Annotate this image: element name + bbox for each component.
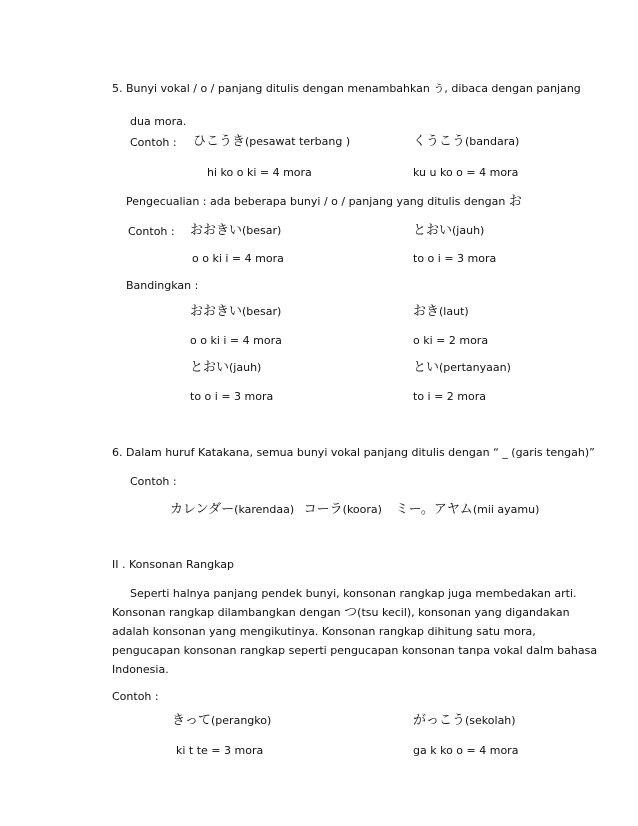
paragraph-line5: Indonesia. xyxy=(112,663,169,676)
jp-word: おおきい xyxy=(190,304,243,319)
gloss: (mii ayamu) xyxy=(472,503,540,516)
gloss: (laut) xyxy=(439,305,469,318)
section2-heading: II . Konsonan Rangkap xyxy=(112,558,234,571)
compare-tooi xyxy=(190,361,261,375)
katakana-examples xyxy=(170,503,539,517)
example-tooi xyxy=(413,224,484,238)
gloss: (pesawat terbang ) xyxy=(245,135,351,148)
mora-gakkou: ga k ko o = 4 mora xyxy=(413,744,519,757)
jp-word: おき xyxy=(413,304,440,319)
compare-label: Bandingkan : xyxy=(126,279,199,292)
gloss: (perangko) xyxy=(211,714,272,727)
gloss: (karendaa) xyxy=(234,503,295,516)
jp-word: コーラ xyxy=(303,502,343,517)
jp-word: くうこう xyxy=(413,134,466,149)
mora-ookii: o o ki i = 4 mora xyxy=(192,252,284,265)
jp-word: とおい xyxy=(413,223,453,238)
gloss: (sekolah) xyxy=(465,714,516,727)
example-hikouki xyxy=(193,135,350,149)
section5-line1: 5. Bunyi vokal / o / panjang ditulis dengan menambahkan う, dibaca dengan panjang xyxy=(112,82,581,95)
jp-word: きって xyxy=(172,713,212,728)
jp-word: ひこうき xyxy=(193,134,246,149)
mora-hikouki: hi ko o ki = 4 mora xyxy=(207,166,312,179)
jp-word: とい xyxy=(413,360,440,375)
jp-char: お xyxy=(508,194,522,209)
jp-char: つ xyxy=(344,605,358,620)
paragraph-line4: pengucapan konsonan rangkap seperti pengucapan konsonan tanpa vokal dalm bahasa xyxy=(112,644,598,657)
compare-mora-ookii: o o ki i = 4 mora xyxy=(190,334,282,347)
jp-word: ミー。アヤム xyxy=(395,502,473,517)
jp-word: とおい xyxy=(190,360,230,375)
exception-line xyxy=(126,195,522,209)
gloss: (koora) xyxy=(342,503,382,516)
paragraph-line3: adalah konsonan yang mengikutinya. Konsonan rangkap dihitung satu mora, xyxy=(112,625,536,638)
mora-kuukou: ku u ko o = 4 mora xyxy=(413,166,519,179)
gloss: (bandara) xyxy=(465,135,520,148)
example-kuukou xyxy=(413,135,519,149)
jp-word: カレンダー xyxy=(170,502,235,517)
gloss: (jauh) xyxy=(452,224,485,237)
contoh-label-4: Contoh : xyxy=(112,690,159,703)
mora-tooi: to o i = 3 mora xyxy=(413,252,497,265)
section6-line1: 6. Dalam huruf Katakana, semua bunyi vokal panjang ditulis dengan “ _ (garis tengah)” xyxy=(112,446,595,459)
jp-word: おおきい xyxy=(190,223,243,238)
contoh-label: Contoh : xyxy=(130,136,177,149)
compare-ookii xyxy=(190,305,281,319)
text: Konsonan rangkap dilambangkan dengan xyxy=(112,606,345,619)
gloss: (pertanyaan) xyxy=(439,361,511,374)
compare-mora-oki: o ki = 2 mora xyxy=(413,334,489,347)
gloss: (besar) xyxy=(242,224,282,237)
paragraph-line1: Seperti halnya panjang pendek bunyi, konsonan rangkap juga membedakan arti. xyxy=(130,587,577,600)
gloss: (jauh) xyxy=(229,361,262,374)
compare-mora-toi: to i = 2 mora xyxy=(413,390,487,403)
text: (tsu kecil), konsonan yang digandakan xyxy=(357,606,570,619)
jp-word: がっこう xyxy=(413,713,466,728)
exception-text: Pengecualian : ada beberapa bunyi / o / panjang yang ditulis dengan xyxy=(126,195,509,208)
contoh-label-2: Contoh : xyxy=(128,225,175,238)
example-kitte xyxy=(172,714,271,728)
section5-line2: dua mora. xyxy=(130,115,187,128)
compare-toi xyxy=(413,361,511,375)
compare-mora-tooi: to o i = 3 mora xyxy=(190,390,274,403)
example-gakkou xyxy=(413,714,516,728)
paragraph-line2 xyxy=(112,606,570,620)
compare-oki xyxy=(413,305,469,319)
contoh-label-3: Contoh : xyxy=(130,475,177,488)
gloss: (besar) xyxy=(242,305,282,318)
mora-kitte: ki t te = 3 mora xyxy=(176,744,264,757)
example-ookii xyxy=(190,224,281,238)
